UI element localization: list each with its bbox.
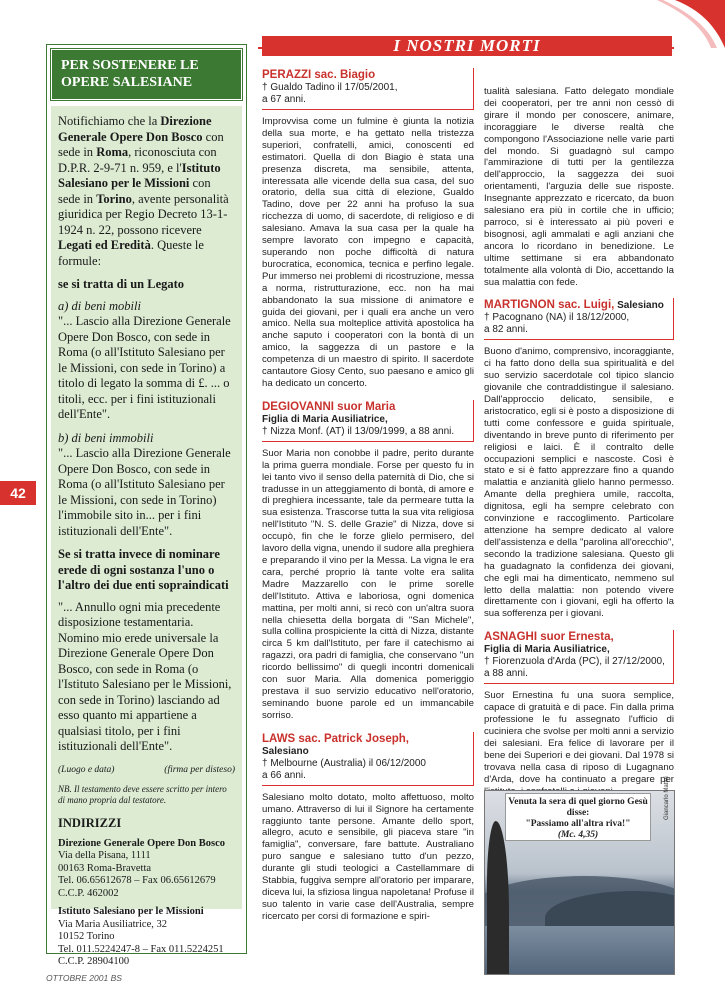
entry-martignon-header: MARTIGNON sac. Luigi, Salesiano † Pacognano (NA) il 18/12/2000, a 82 anni. xyxy=(484,298,674,340)
entry-asnaghi-header: ASNAGHI suor Ernesta, Figlia di Maria Ausiliatrice, † Fiorenzuola d'Arda (PC), il 27/12/2000, a 88 anni. xyxy=(484,630,674,684)
beni-mobili-text: "... Lascio alla Direzione Generale Opere Don Bosco, con sede in Roma (o all'Istituto Salesiano per le Missioni, con sede in Torino) a titolo di legato la somma di £. ... o titoli, ecc. per i fini istituzionali dell'Ente". xyxy=(58,314,231,421)
beni-immobili-label: b) di beni immobili xyxy=(58,430,154,445)
column-right xyxy=(484,86,674,797)
address-block-2: Istituto Salesiano per le Missioni Via Maria Ausiliatrice, 32 10152 Torino Tel. 011.5224247-8 – Fax 011.5224251 C.C.P. 28904100 xyxy=(58,906,224,967)
sidebar-body xyxy=(51,106,242,967)
photo-credit: Giancarlo Mattei xyxy=(664,776,670,820)
beni-immobili-text: "... Lascio alla Direzione Generale Opere Don Bosco, con sede in Roma (o all'Istituto Salesiano per le Missioni, con sede in Torino) l'immobile sito in... per i fini istituzionali dell'Ente". xyxy=(58,446,231,538)
entry-degiovanni-header: DEGIOVANNI suor Maria Figlia di Maria Ausiliatrice, † Nizza Monf. (AT) il 13/09/1999, a 88 anni. xyxy=(262,400,474,442)
indirizzi-heading: INDIRIZZI xyxy=(58,816,122,830)
photo-caption: Venuta la sera di quel giorno Gesù disse: "Passiamo all'altra riva!" (Mc. 4,35) xyxy=(505,793,651,841)
intro-paragraph: Notifichiamo che la Direzione Generale Opere Don Bosco con sede in Roma, riconosciuta con D.P.R. 2-9-71 n. 959, e l'Istituto Salesiano per le Missioni con sede in Torino, avente personalità giuridica per Regio Decreto 13-1-1924 n. 22, possono ricevere Legati ed Eredità. Queste le formule: xyxy=(58,114,229,268)
column-middle xyxy=(262,68,474,923)
entry-laws-header: LAWS sac. Patrick Joseph, Salesiano † Melbourne (Australia) il 06/12/2000 a 66 anni. xyxy=(262,732,474,786)
beni-mobili-label: a) di beni mobili xyxy=(58,298,141,313)
section-title: I NOSTRI MORTI xyxy=(393,36,541,55)
page-footer: OTTOBRE 2001 BS xyxy=(46,973,122,983)
nb-note: NB. Il testamento deve essere scritto per intero di mano propria dal testatore. xyxy=(58,784,227,805)
entry-perazzi-header: PERAZZI sac. Biagio † Gualdo Tadino il 17/05/2001, a 67 anni. xyxy=(262,68,474,110)
address-block-1: Direzione Generale Opere Don Bosco Via della Pisana, 1111 00163 Roma-Bravetta Tel. 06.65612678 – Fax 06.65612679 C.C.P. 462002 xyxy=(58,837,225,899)
signature-line: (Luogo e data) (firma per disteso) xyxy=(58,764,235,775)
erede-heading: Se si tratta invece di nominare erede di ogni sostanza l'uno o l'altro dei due enti sopraindicati xyxy=(58,547,229,592)
erede-text: "... Annullo ogni mia precedente disposizione testamentaria. Nomino mio erede universale la Direzione Generale Opere Don Bosco, con sede in Roma (o l'Istituto Salesiano per le Missioni, con sede in Torino) lasciando ad esso quanto mi appartiene a qualsiasi titolo, per i fini istituzionali dell'Ente". xyxy=(58,599,232,753)
legato-heading: se si tratta di un Legato xyxy=(58,277,185,291)
entry-asnaghi-text: Suor Ernestina fu una suora semplice, capace di gratuità e di pace. Fin dalla prima professione le fu assegnato l'ufficio di cuciniera che svolse per molti anni a servizio dei salesiani. Era felice di lavorare per il bene dei Superiori e dei giovani. Dal 1978 si trovava nella casa di riposo di Lugagnano d'Arda, dove ha continuato a pregare per xyxy=(484,690,674,785)
entry-degiovanni-text: Suor Maria non conobbe il padre, perito durante la prima guerra mondiale. Forse per questo fu in lei tanto vivo il senso della paternità di Dio, che si tradusse in un atteggiamento di bontà, di amore e di preghiera incessante, tale da permeare tutta la sua esistenza. Trascorse tutta la sua vita religiosa nell'Istituto "N. S. delle Grazie" di Nizza, dove si occupò, fin che le forze glielo permisero, del lavoro della vigna, unendo il sudore alla preghiera e preparando il vino per la Messa. La vigna le era cara, perché proprio là tante volte era salita Madre Mazzarello con le prime sorelle dell'Istituto. Attiva e laboriosa, ogni domenica mattina, per molti anni, si recò con un'altra suora nella chiesetta della borgata di "San Michele", sulla collina prospiciente la città di Nizza, distante circa 5 km dall'Istituto, per fare il catechismo ai ragazzi, ora padri di famiglia, che conservano "un ricordo bellissimo" di quegli incontri domenicali con suor Maria. Alla domenica pomeriggio prestava il suo servizio educativo nell'oratorio, seminando buone parole ed un immancabile sorriso. xyxy=(262,447,474,721)
entry-martignon-text: Buono d'animo, comprensivo, incoraggiante, ci ha fatto dono della sua spiritualità e del suo servizio sacerdotale col tipico slancio giovanile che contraddistingue il salesiano. Dall'approccio delicato, sensibile, e aristocratico, egli si è posto a disposizione di tutti come confessore e guida spirituale, diventando in breve punto di riferimento per religiosi e laici. È il contralto delle occupazioni semplici e nascoste. Così è stato e si è fatto apprezzare fino a quando malattia e anzianità glielo hanno permesso. Amante della preghiera umile, raccolta, dignitosa, egli ha sempre celebrato con convinzione e raccoglimento. Particolare attenzione ha sempre dedicato al valore dell'assistenza e della "parolina all'orecchio", secondo la tradizione salesiana. Questo gli ha guadagnato la confidenza dei giovani, che egli mai ha dimenticato, nemmeno sul letto della malattia: non potendo vivere direttamente con i giovani, egli ha offerto la sua sofferenza per i giovani. xyxy=(484,346,674,620)
page-number-tab: 42 xyxy=(0,481,36,505)
sidebar-title: PER SOSTENERE LE OPERE SALESIANE xyxy=(51,49,242,100)
entry-perazzi-text: Improvvisa come un fulmine è giunta la notizia della sua morte, e ha gettato nella tristezza superiori, confratelli, amici, conoscenti ed estimatori. Quella di don Biagio è stata una presenza discreta, ma sensibile, attenta, interessata alle vicende della sua casa, del suo oratorio, della sua città di elezione, Gualdo Tadino, dove per 22 anni ha profuso la sua ricchezza di uomo, di sacerdote, di religioso e di salesiano. Amava la sua casa per la quale ha sempre lavorato con impegno e capacità, superando non poche difficoltà di natura burocratica, economica, tecnica e perfino legale. Pur immerso nei problemi di ricostruzione, messa a norma, ristrutturazione, ecc. non ha mai abbandonato la sua missione di animatore e guida dei giovani, per i quali era anche un vero amico. Nella sua molteplice attività apostolica ha anche saputo i cooperatori con la bontà di un amico, la saggezza di un pastore e la competenza di un maestro di spirito. Il sacerdote cantautore Giosy Cento, suo paesano e amico gli ha dedicato un concerto. xyxy=(262,116,474,389)
section-header xyxy=(262,36,672,56)
legacy-sidebar xyxy=(46,44,247,967)
entry-laws-continued: tualità salesiana. Fatto delegato mondiale dei cooperatori, per tre anni non cessò di girare il mondo per conoscere, animare, incoraggiare le diverse realtà che compongono l'Associazione nelle varie parti del mondo. Si guadagnò sul campo l'ammirazione di tutti per la gentilezza dell'approccio, la saggezza dei suoi orientamenti, l'arguzia delle sue risposte. Insegnante apprezzato e ricercato, da buon salesiano era più in cortile che in ufficio; parroco, si è interessato ai più poveri e bisognosi, agli ammalati e agli anziani che ancora lo ricordano in benedizione. Le ultime settimane si era abbandonato totalmente alla volontà di Dio, accettando la sua malattia con fede. xyxy=(484,86,674,288)
entry-laws-text: Salesiano molto dotato, molto affettuoso, molto umano. Attraverso di lui il Signore ha certamente raggiunto tante persone. Amante dello sport, allegro, acuto e sensibile, gli piaceva stare "in famiglia", conversare, fare battute. Australiano puro sangue e salesiano tutto d'un pezzo, durante gli studi teologici a Castellammare di Stabbia, fuggiva sempre all'oratorio per imparare, diceva lui, la sfiziosa lingua napoletana! Profuse il suo talento in varie case dell'Australia, sempre ricercato per corsi di formazione e spiri- xyxy=(262,791,474,922)
